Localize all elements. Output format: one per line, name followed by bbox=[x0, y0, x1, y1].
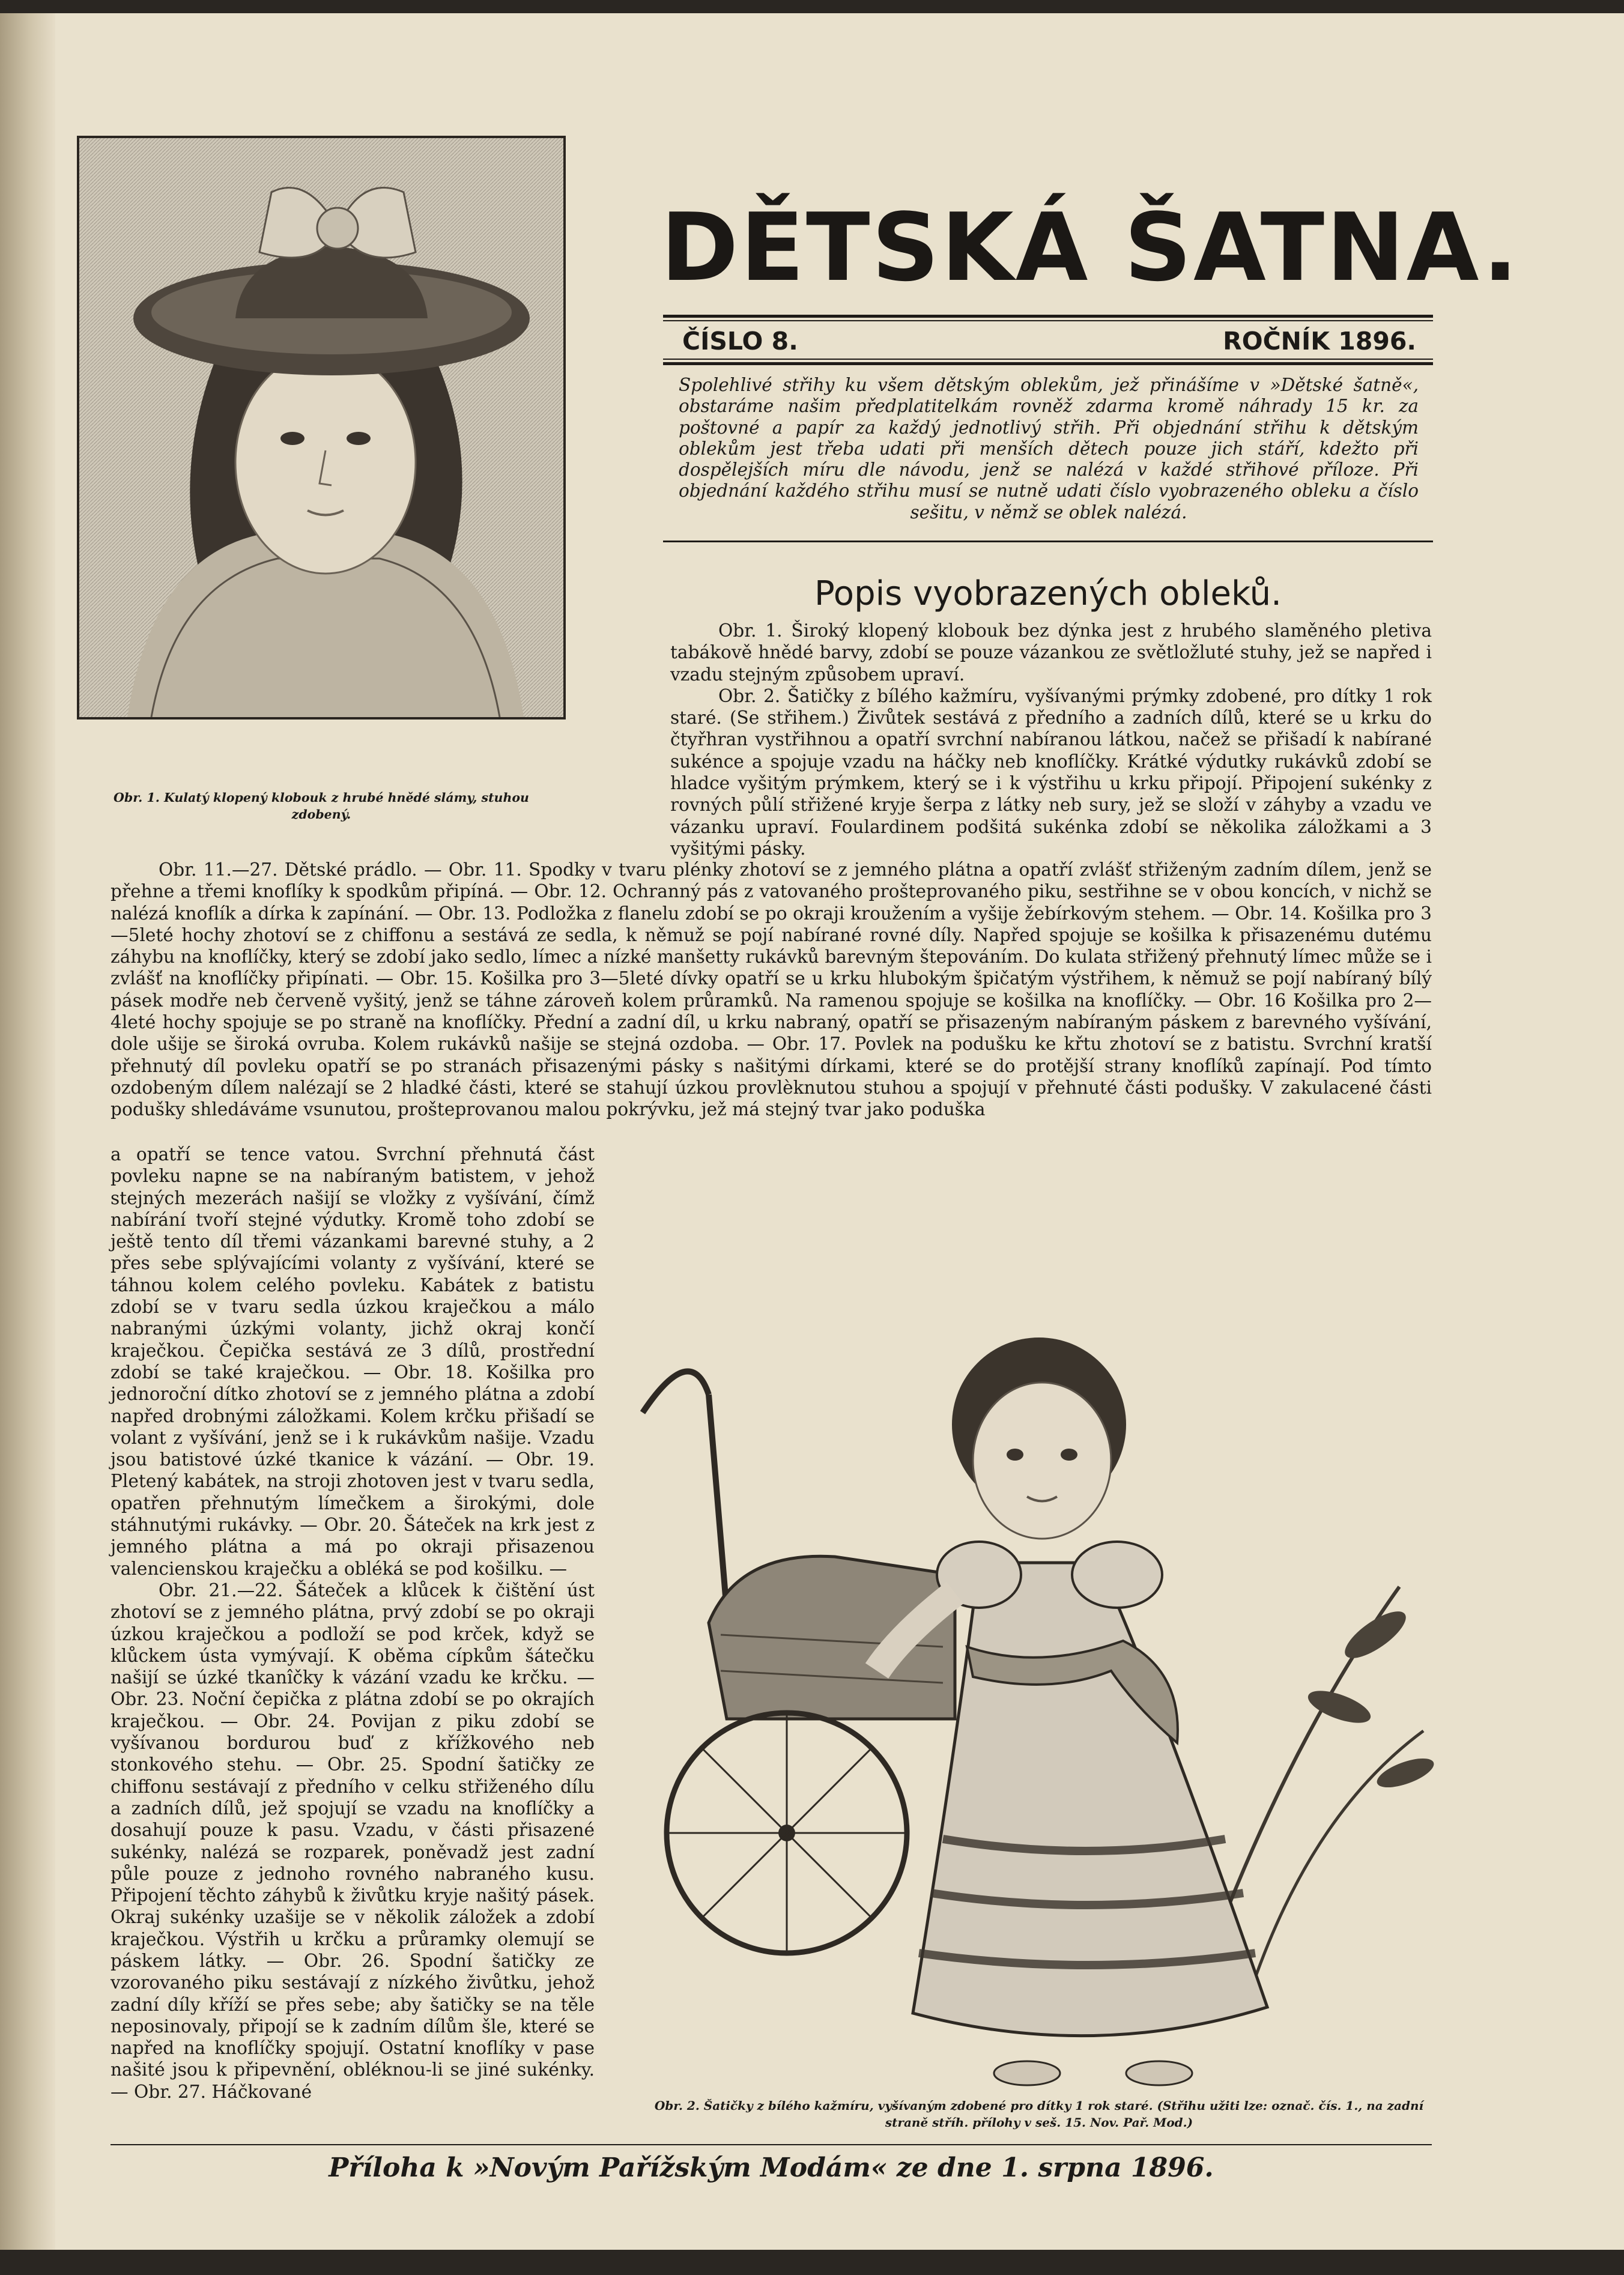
newspaper-page bbox=[0, 13, 1624, 2250]
child-with-pram-engraving bbox=[619, 1214, 1447, 2097]
article-left-column bbox=[111, 1144, 595, 2103]
figure-1-caption: Obr. 1. Kulatý klopený klobouk z hrubé hnědé slámy, stuhou zdobený. bbox=[114, 790, 529, 822]
masthead-title: DĚTSKÁ ŠATNA. bbox=[661, 193, 1520, 302]
article-paragraph-continued: a opatří se tence vatou. Svrchní přehnutá část povleku napne se na nabíraným batistem, v jehož stejných mezerách našijí se vložky z vyšívání, čímž nabírání tvoří stejné výdutky. Kromě toho zdobí se ještě tento díl třemi vázankami barevné stuhy, a 2 přes sebe splývajícími volanty z vyšívání, které se táhnou kolem celého povleku. Kabátek z batistu zdobí se v tvaru sedla úzkou kraječkou a málo nabranými úzkými volanty, jichž okraj končí kraječkou. Čepička sestává ze 3 dílů, prostřední zdobí se také kraječkou. — Obr. 18. Košilka pro jednoroční dítko zhotoví se z jemného plátna a zdobí napřed drobnými záložkami. Kolem krčku přišadí se volant z vyšívání, jenž se i k rukávkům našije. Vzadu jsou batistové úzké tkanice k vázání. — Obr. 19. Pletený kabátek, na stroji zhotoven jest v tvaru sedla, opatřen přehnutým límečkem a širokými, dole stáhnutými rukávky. — Obr. 20. Šáteček na krk jest z jemného plátna a má po okraji přisazenou valencienskou kraječku a obléká se pod košilku. — bbox=[111, 1144, 595, 1579]
figure-1-illustration bbox=[77, 136, 566, 719]
figure-2-illustration bbox=[619, 1214, 1447, 2097]
article-full-width bbox=[111, 859, 1432, 1121]
issue-number: ČÍSLO 8. bbox=[682, 327, 798, 356]
masthead-rule-bottom bbox=[663, 362, 1433, 365]
footer-supplement-note: Příloha k »Novým Pařížským Modám« ze dne 1. srpna 1896. bbox=[329, 2152, 1214, 2183]
article-right-column bbox=[670, 620, 1432, 859]
girl-with-hat-engraving bbox=[79, 138, 563, 717]
article-paragraph-obr2: Obr. 2. Šatičky z bílého kažmíru, vyšívanými prýmky zdobené, pro dítky 1 rok staré. (Se střihem.) Živůtek sestává z předního a zadních dílů, které se u krku do čtyřhran vystřihnou a opatří svrchní nabíranou látkou, načež se přišadí k nabírané sukénce a spojuje vzadu na háčky neb knoflíčky. Krátké výdutky rukávků zdobí se hladce vyšitým prýmkem, který se i k výstřihu u krku připojí. Připojení sukénky z rovných půlí střižené kryje šerpa z látky neb sury, jež se složí v záhyby a vzadu ve vázanku upraví. Foulardinem podšitá sukénka zdobí se několika záložkami a 3 vyšitými pásky. bbox=[670, 685, 1432, 859]
masthead-rule-bottom-thin bbox=[663, 359, 1433, 360]
figure-2-caption: Obr. 2. Šatičky z bílého kažmíru, vyšívaným zdobené pro dítky 1 rok staré. (Střihu užiti lze: označ. čís. 1., na zadní straně stříh. přílohy v seš. 15. Nov. Pař. Mod.) bbox=[654, 2098, 1424, 2130]
article-paragraph-obr21: Obr. 21.—22. Šáteček a klůcek k čištění úst zhotoví se z jemného plátna, prvý zdobí se po okraji úzkou kraječkou a podloží se pod krček, když se klůckem ústa vymývají. K oběma cípkům šátečku našijí se úzké tkanîčky k vázání vzadu ke krčku. — Obr. 23. Noční čepička z plátna zdobí se po okrajích kraječkou. — Obr. 24. Povijan z piku zdobí se vyšívanou bordurou buď z křížkového neb stonkového stehu. — Obr. 25. Spodní šatičky ze chiffonu sestávají z předního v celku střiženého dílu a zadních dílů, jež spojují se vzadu na knoflíčky a dosahují pouze k pasu. Vzadu, v části přisazené sukénky, nalézá se rozparek, poněvadž jest zadní půle pouze z jednoho rovného nabraného kusu. Připojení těchto záhybů k živůtku kryje našitý pásek. Okraj sukénky uzašije se v několik záložek a zdobí kraječkou. Výstřih u krčku a průramky olemují se páskem látky. — Obr. 26. Spodní šatičky ze vzorovaného piku sestávají z nízkého živůtku, jehož zadní díly kříží se přes sebe; aby šatičky se na těle neposinovaly, připojí se k zadním dílům šle, které se napřed na knoflíčky spojují. Ostatní knoflíky v pase našité jsou k připevnění, obléknou-li se jiné sukénky. — Obr. 27. Háčkované bbox=[111, 1580, 595, 2102]
footer-rule bbox=[111, 2144, 1432, 2145]
intro-rule bbox=[663, 541, 1433, 542]
article-paragraph-obr1: Obr. 1. Široký klopený klobouk bez dýnka jest z hrubého slaměného pletiva tabákově hnědé barvy, zdobí se pouze vázankou ze světložluté stuhy, jež se napřed i vzadu stejným způsobem upraví. bbox=[670, 620, 1432, 685]
page-gutter-shadow bbox=[0, 13, 55, 2250]
subscriber-note: Spolehlivé střihy ku všem dětským oblekům, jež přinášíme v »Dětské šatně«, obstaráme našim předplatitelkám rovněž zdarma kromě náhrady 15 kr. za poštovné a papír za každý jednotlivý střih. Při objednání střihu k dětským oblekům jest třeba udati při menších dětech pouze jich stáří, kdežto při dospělejších míru dle návodu, jenž se nalézá v každé střihové příloze. Při objednání každého střihu musí se nutně udati číslo vyobrazeného obleku a číslo sešitu, v němž se oblek nalézá. bbox=[679, 375, 1419, 523]
issue-year: ROČNÍK 1896. bbox=[1223, 327, 1416, 356]
masthead-rule-top-thin bbox=[663, 320, 1433, 321]
masthead-rule-top bbox=[663, 315, 1433, 318]
issue-info-row bbox=[682, 327, 1416, 356]
section-heading: Popis vyobrazených obleků. bbox=[814, 574, 1282, 613]
article-paragraph-underwear: Obr. 11.—27. Dětské prádlo. — Obr. 11. Spodky v tvaru plénky zhotoví se z jemného plátna a opatří zvlášť střiženým zadním dílem, jenž se přehne a třemi knoflíky k spodkům připíná. — Obr. 12. Ochranný pás z vatovaného prošteprovaného piku, sestřihne se v obou koncích, v nichž se nalézá knoflík a dírka k zapínání. — Obr. 13. Podložka z flanelu zdobí se po okraji kroužením a vyšije žebírkovým stehem. — Obr. 14. Košilka pro 3—5leté hochy zhotoví se z chiffonu a sestává ze sedla, k němuž se pojí nabírané rovné díly. Napřed spojuje se košilka k přisazenému dutému záhybu na knoflíčky, který se zdobí jako sedlo, límec a nízké manšetty rukávků barevným štepováním. Do kulata střižený přehnutý límec může se i zvlášť na knoflíčky připínati. — Obr. 15. Košilka pro 3—5leté dívky opatří se u krku hlubokým špičatým výstřihem, k němuž se pojí nabíraný bílý pásek modře neb červeně vyšitý, jenž se táhne zároveň kolem průramků. Na ramenou spojuje se košilka na knoflíčky. — Obr. 16 Košilka pro 2—4leté hochy spojuje se po straně na knoflíčky. Přední a zadní díl, u krku nabraný, opatří se přisazeným nabíraným páskem z barevného vyšívání, dole ušije se široká ovruba. Kolem rukávků našije se stejná ozdoba. — Obr. 17. Povlek na podušku ke křtu zhotoví se z batistu. Svrchní kratší přehnutý díl povleku opatří se po stranách přisazenými pásky s našitými dírkami, které se do protější strany knoflíků zapínají. Pod tímto ozdobeným dílem nalézají se 2 hladké části, které se stahují úzkou provlèknutou stuhou a spojují v přehnuté části podušky. V zakulacené části podušky shledáváme vsunutou, prošteprovanou malou pokrývku, jež má stejný tvar jako poduška bbox=[111, 859, 1432, 1120]
